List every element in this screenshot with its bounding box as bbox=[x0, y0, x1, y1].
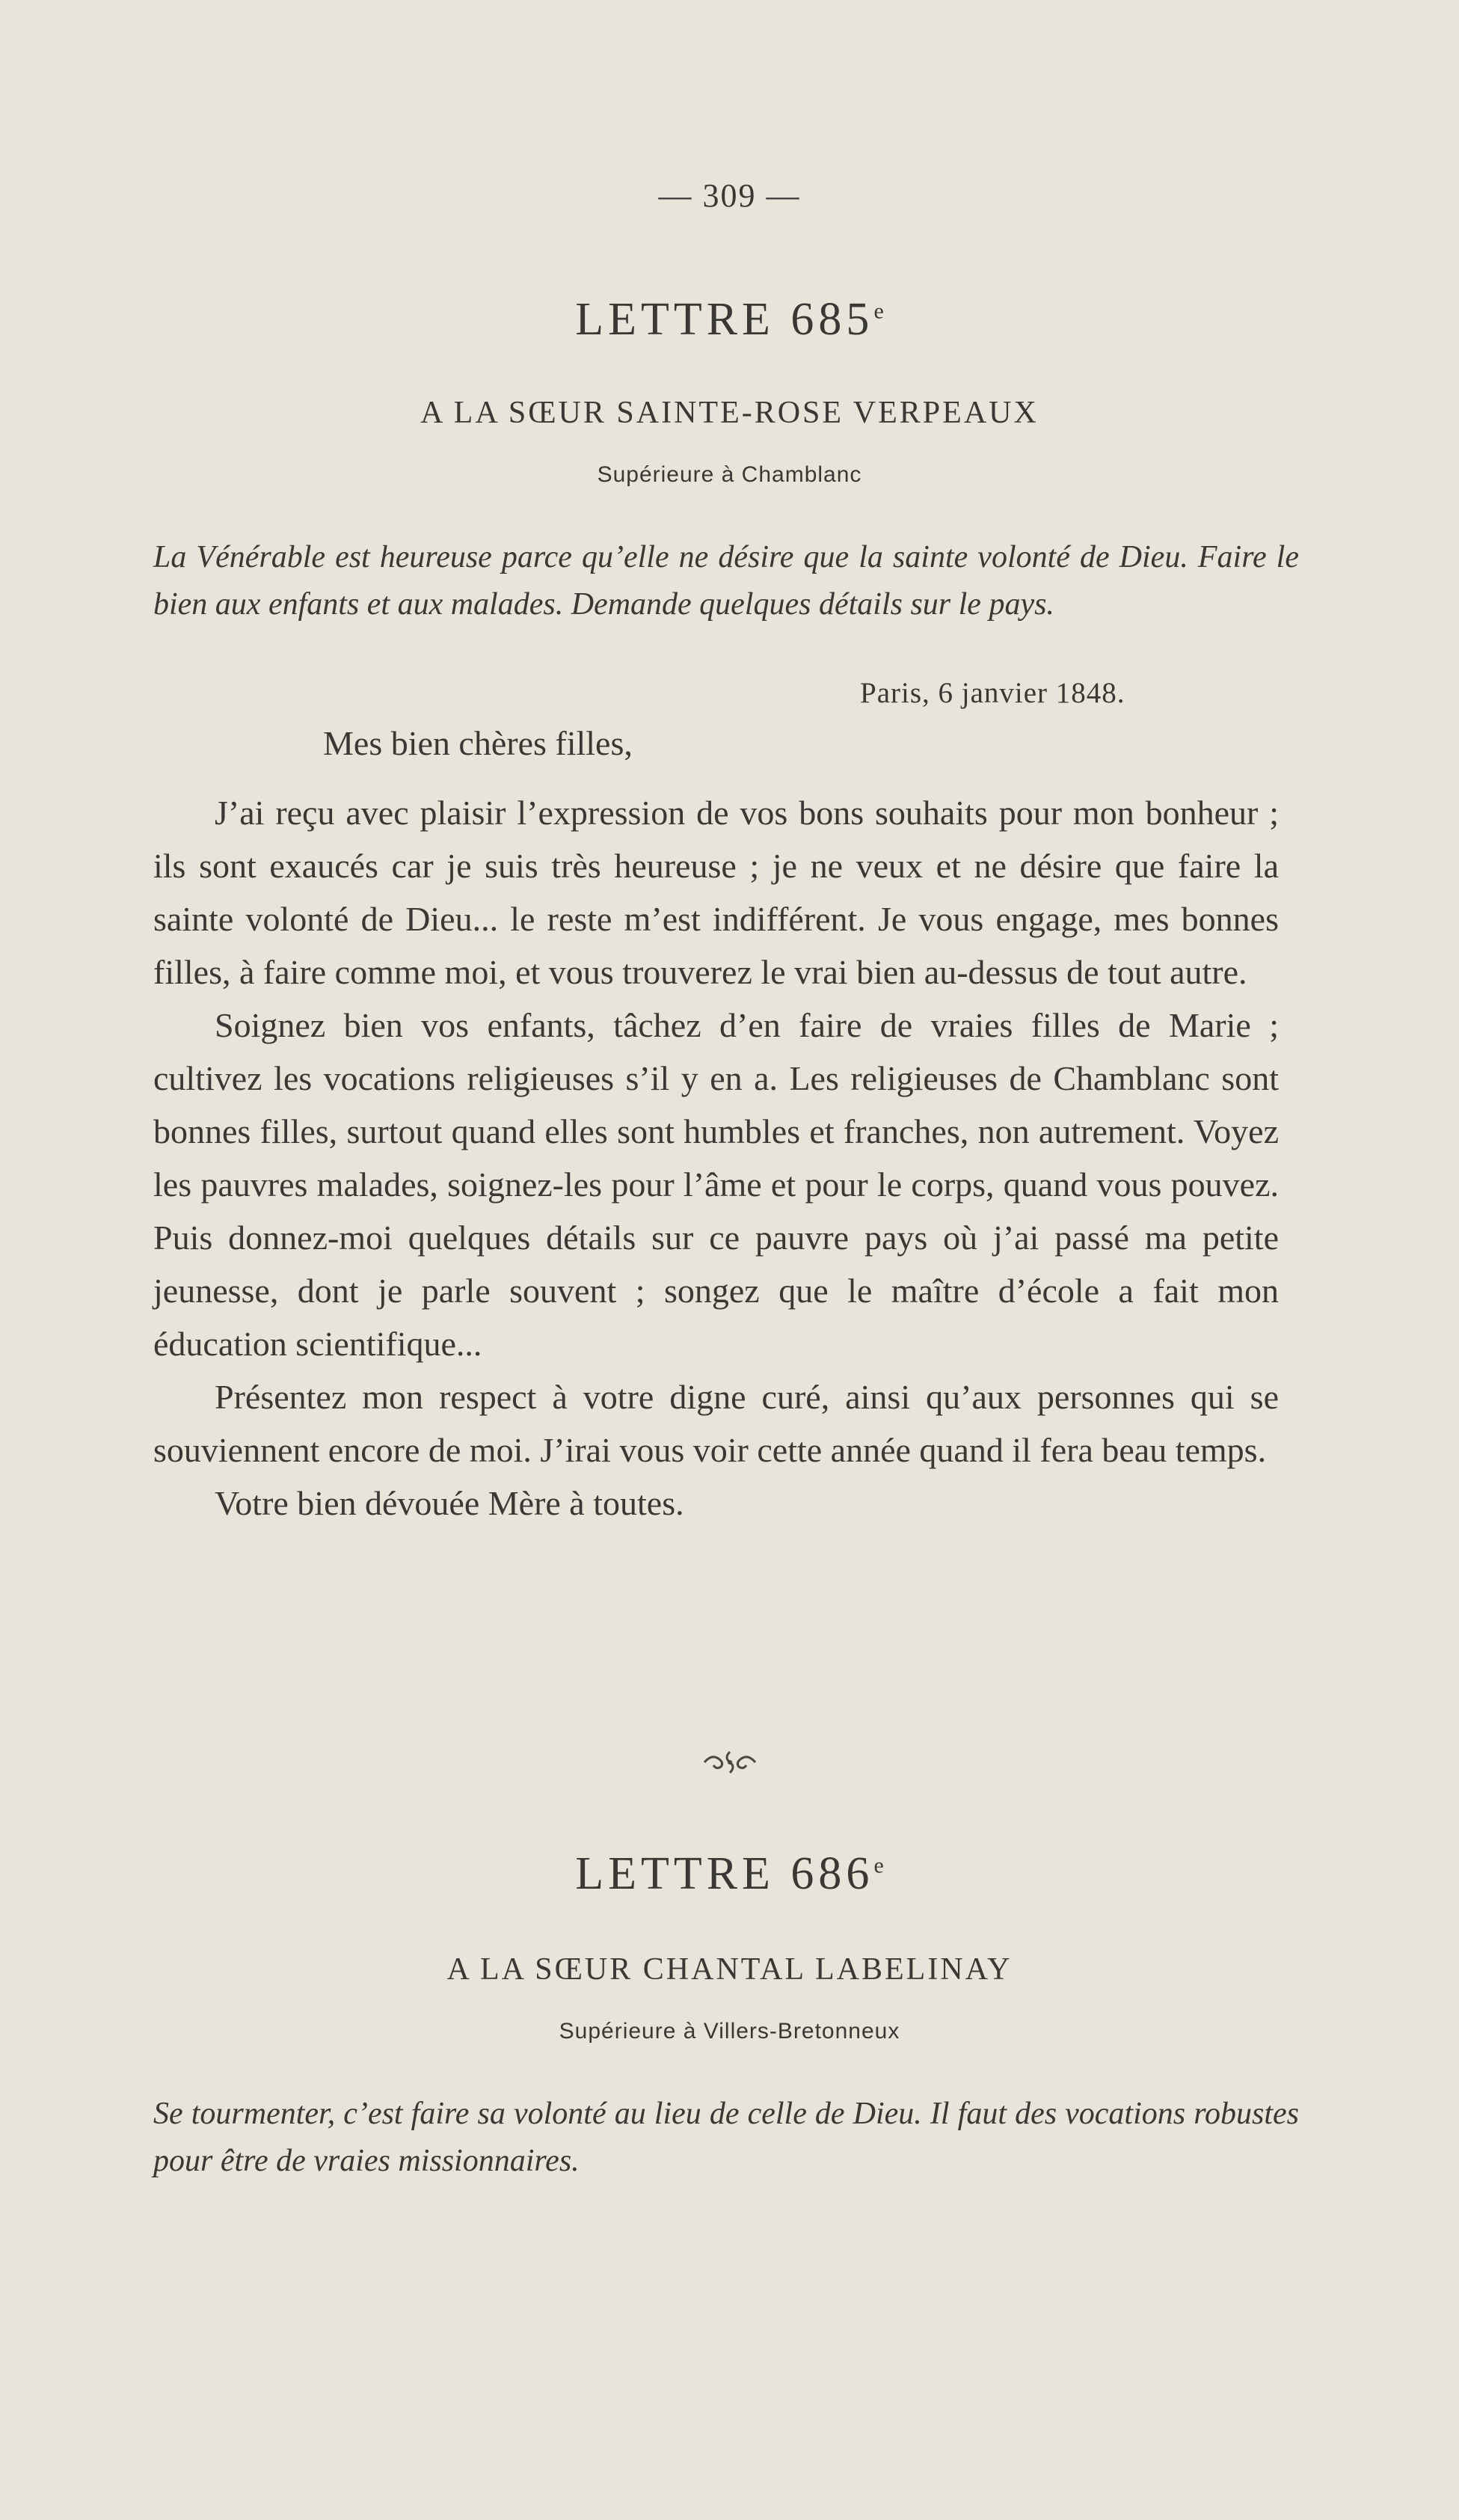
page-number: — 309 — bbox=[658, 177, 801, 214]
letter-685-paragraph: Soignez bien vos enfants, tâchez d’en faire de vraies filles de Marie ; cultivez les vocations religieuses s’il y en a. Les religieuses de Chamblanc sont bonnes filles, surtout quand elles sont humbles et franches, non autrement. Voyez les pauvres malades, soignez-les pour l’âme et pour le corps, quand vous pouvez. Puis donnez-moi quelques détails sur ce pauvre pays où j’ai passé ma petite jeunesse, dont je parle souvent ; songez que le maître d’école a fait mon éducation scientifique... bbox=[153, 1006, 1279, 1363]
letter-685-title-suffix: e bbox=[873, 298, 884, 324]
letter-685-closing: Votre bien dévouée Mère à toutes. bbox=[215, 1484, 684, 1522]
letter-685-salutation: Mes bien chères filles, bbox=[323, 724, 633, 762]
letter-686-role: Supérieure à Villers-Bretonneux bbox=[559, 2019, 900, 2044]
letter-686-summary: Se tourmenter, c’est faire sa volonté au lieu de celle de Dieu. Il faut des vocations robustes pour être de vraies missionnaires. bbox=[153, 2097, 1299, 2178]
letter-686-title-text: LETTRE 686 bbox=[575, 1848, 874, 1899]
letter-686-title-suffix: e bbox=[873, 1853, 884, 1878]
letter-685-summary: La Vénérable est heureuse parce qu’elle ne désire que la sainte volonté de Dieu. Faire le bien aux enfants et aux malades. Demande quelques détails sur le pays. bbox=[153, 540, 1299, 622]
letter-685-title bbox=[0, 293, 1459, 346]
fleuron-ornament-icon bbox=[0, 1747, 1459, 1785]
fleuron-ornament-svg bbox=[701, 1747, 758, 1777]
letter-686-title bbox=[0, 1848, 1459, 1901]
letter-685-dateline: Paris, 6 janvier 1848. bbox=[860, 677, 1125, 709]
letter-685-recipient: A LA SŒUR SAINTE-ROSE VERPEAUX bbox=[420, 396, 1039, 430]
letter-685-body bbox=[153, 786, 1279, 1530]
letter-685-role: Supérieure à Chamblanc bbox=[597, 462, 862, 487]
letter-685-title-text: LETTRE 685 bbox=[575, 294, 874, 345]
letter-685-paragraph: J’ai reçu avec plaisir l’expression de vos bons souhaits pour mon bonheur ; ils sont exaucés car je suis très heureuse ; je ne veux et ne désire que faire la sainte volonté de Dieu... le reste m’est indifférent. Je vous engage, mes bonnes filles, à faire comme moi, et vous trouverez le vrai bien au-dessus de tout autre. bbox=[153, 794, 1279, 991]
letter-686-recipient: A LA SŒUR CHANTAL LABELINAY bbox=[446, 1952, 1013, 1987]
letter-685-paragraph: Présentez mon respect à votre digne curé, ainsi qu’aux personnes qui se souviennent encore de moi. J’irai vous voir cette année quand il fera beau temps. bbox=[153, 1378, 1279, 1469]
